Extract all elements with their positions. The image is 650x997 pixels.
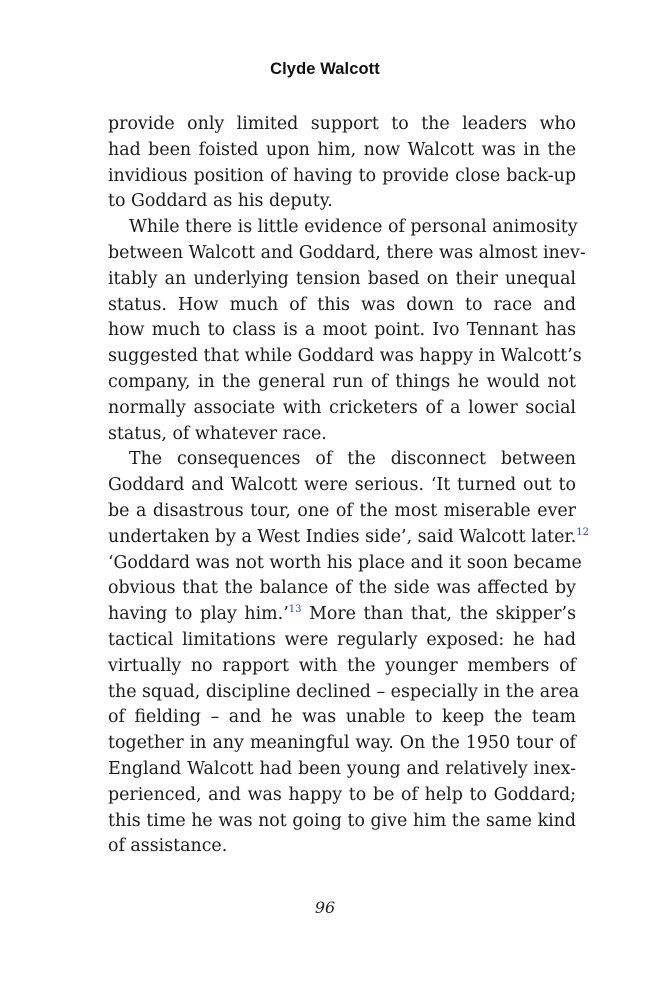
text-line: tactical limitations were regularly exposed: he had [108,629,576,650]
text-line: the squad, discipline declined – especially in the area [108,681,580,702]
text-line: normally associate with cricketers of a lower social [108,397,576,418]
text-line: had been foisted upon him, now Walcott was in the [108,139,576,160]
text-line: The consequences of the disconnect between [129,449,576,470]
text-line: Goddard and Walcott were serious. ‘It turned out to [108,475,576,496]
running-head-title: Clyde Walcott [270,60,380,78]
text-line: to Goddard as his deputy. [108,191,333,212]
footnote-reference[interactable]: 12 [576,526,590,538]
body-text [108,112,590,860]
text-line: itably an underlying tension based on their unequal [108,268,576,289]
text-line: between Walcott and Goddard, there was almost inev- [108,242,586,263]
text-line: ‘Goddard was not worth his place and it soon became [108,552,582,573]
text-line-content: undertaken by a West Indies side’, said Walcott later. [108,526,577,547]
text-line: virtually no rapport with the younger members of [108,655,576,676]
text-line: suggested that while Goddard was happy in Walcott’s [108,346,582,367]
text-line: this time he was not going to give him the same kind [108,810,576,831]
page-number: 96 [314,898,336,917]
text-line: status, of whatever race. [108,423,327,444]
text-line: of fielding – and he was unable to keep the team [108,707,576,728]
text-line-content: having to play him.’ [108,604,289,625]
text-line: invidious position of having to provide close back-up [108,165,576,186]
text-line: be a disastrous tour, one of the most miserable ever [108,500,576,521]
text-line: company, in the general run of things he would not [108,371,576,392]
text-line: While there is little evidence of personal animosity [129,217,578,238]
text-line: status. How much of this was down to race and [108,294,576,315]
text-line: perienced, and was happy to be of help to Goddard; [108,784,576,805]
text-line: England Walcott had been young and relatively inex- [108,758,576,779]
text-line: provide only limited support to the leaders who [108,114,576,134]
text-line-continuation: More than that, the skipper’s [301,604,576,625]
text-line: together in any meaningful way. On the 1950 tour of [108,733,576,754]
text-line: obvious that the balance of the side was affected by [108,578,576,599]
text-line: how much to class is a moot point. Ivo Tennant has [108,320,576,341]
text-line [108,602,576,628]
text-line: of assistance. [108,836,228,857]
text-line [108,525,590,551]
footnote-reference[interactable]: 13 [288,604,302,616]
